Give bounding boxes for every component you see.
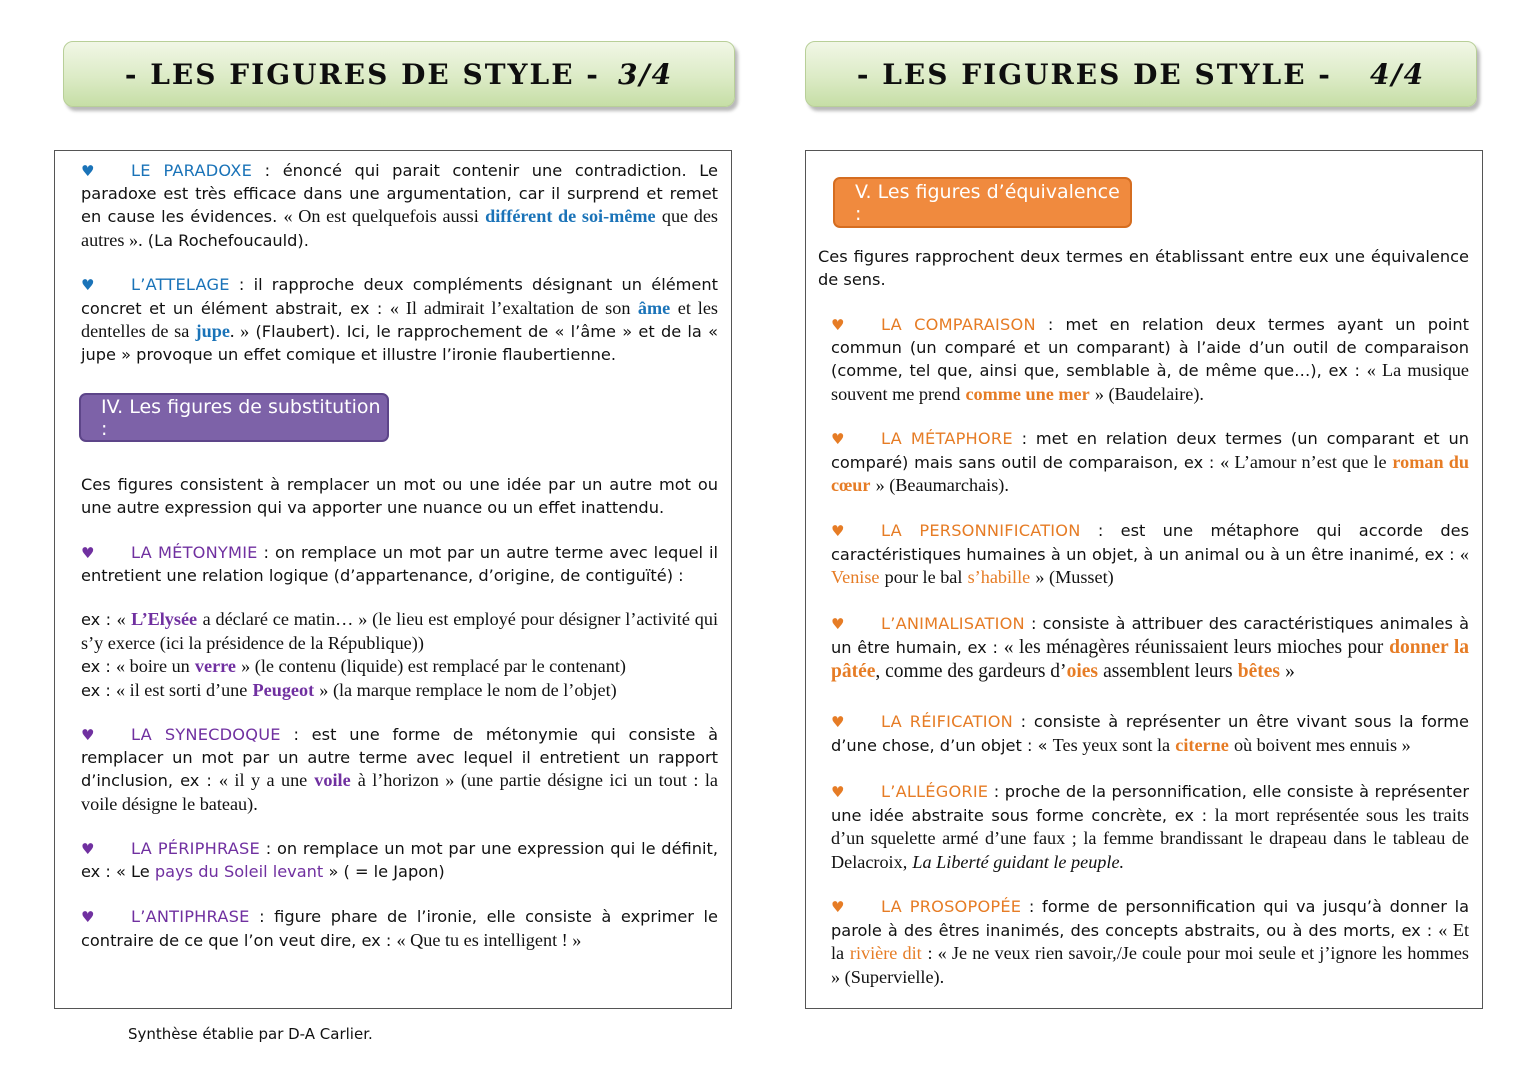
- quote: «: [1459, 543, 1469, 564]
- highlight: différent de soi-même: [485, 206, 656, 226]
- term-antiphrase: L’ANTIPHRASE: [131, 907, 250, 926]
- term-periphrase: LA PÉRIPHRASE: [131, 839, 260, 858]
- definition: : consiste à représenter un être vivant sous la forme d’une chose, d’un objet : «: [831, 712, 1469, 755]
- metaphore-entry: [831, 428, 1469, 498]
- metonymie-entry: [81, 542, 718, 587]
- footer-credit: Synthèse établie par D-A Carlier.: [128, 1025, 373, 1043]
- heart-icon: ♥: [831, 783, 845, 801]
- highlight: âme: [637, 297, 671, 318]
- quote: « il est sorti d’une: [116, 679, 248, 700]
- animalisation-entry: [831, 612, 1469, 684]
- source: (La Rochefoucauld).: [147, 230, 309, 250]
- commentary: (Flaubert). Ici, le rapprochement de « l’âme » et de la « jupe » provoque un effet comique et illustre l’ironie flaubertienne.: [81, 322, 718, 364]
- quote: « La musique souvent me prend: [831, 360, 1469, 404]
- quote: « boire un: [116, 656, 190, 676]
- heart-icon: ♥: [831, 316, 845, 334]
- banner-page-4: [805, 41, 1477, 107]
- heart-icon: ♥: [81, 908, 95, 926]
- quote: «: [116, 609, 126, 629]
- heart-icon: ♥: [81, 544, 95, 562]
- quote: que des autres ».: [81, 206, 718, 250]
- quote: « Il admirait l’exaltation de son: [389, 297, 631, 318]
- highlight: verre: [194, 656, 236, 676]
- heart-icon: ♥: [831, 898, 845, 916]
- section-substitution-heading: IV. Les figures de substitution :: [79, 393, 389, 442]
- highlight: jupe: [195, 321, 230, 341]
- term-paradoxe: LE PARADOXE: [131, 161, 253, 180]
- example-label: ex :: [81, 657, 111, 676]
- definition: : met en relation deux termes ayant un point commun (un comparé et un comparant) à l’aide d’un outil de comparaison (comme, tel que, ainsi que, semblable à, de même que…), ex :: [831, 315, 1469, 380]
- attelage-entry: [81, 274, 718, 366]
- term-personnification: LA PERSONNIFICATION: [881, 521, 1081, 540]
- antiphrase-entry: [81, 906, 718, 952]
- term-synecdoque: LA SYNECDOQUE: [131, 725, 281, 744]
- highlight: s’habille: [967, 567, 1031, 587]
- highlight: Peugeot: [252, 679, 315, 700]
- quote: « L’amour n’est que le: [1220, 451, 1387, 472]
- quote: a déclaré ce matin… » (le lieu est employé pour désigner l’activité qui s’y exerce (ici la présidence de la République)): [81, 609, 719, 653]
- highlight: comme une mer: [965, 383, 1090, 404]
- term-attelage: L’ATTELAGE: [131, 275, 230, 294]
- allegorie-entry: [831, 781, 1469, 874]
- term-metonymie: LA MÉTONYMIE: [131, 543, 258, 562]
- term-prosopopee: LA PROSOPOPÉE: [881, 897, 1022, 916]
- highlight: rivière dit: [849, 943, 922, 963]
- definition: : proche de la personnification, elle consiste à représenter une idée abstraite sous forme concrète, ex :: [831, 782, 1469, 825]
- quote: » (Musset): [1035, 567, 1114, 587]
- page-title: - LES FIGURES DE STYLE -: [856, 57, 1332, 91]
- example-label: ex :: [81, 680, 111, 700]
- quote: . »: [229, 321, 250, 341]
- quote: » (Beaumarchais).: [875, 475, 1009, 495]
- heart-icon: ♥: [81, 162, 95, 180]
- term-comparaison: LA COMPARAISON: [881, 315, 1036, 334]
- quote: assemblent leurs: [1103, 661, 1233, 682]
- definition: : il rapproche deux compléments désignant un élément concret et un élément abstrait, ex :: [81, 275, 718, 318]
- quote: et les dentelles de sa: [81, 297, 718, 341]
- quote: « Et la: [831, 919, 1469, 963]
- highlight: voile: [314, 770, 351, 790]
- highlight: L’Elysée: [131, 609, 198, 629]
- periphrase-entry: [81, 838, 718, 883]
- definition: : est une métaphore qui accorde des caractéristiques humaines à un objet, à un animal ou à un être inanimé, ex :: [831, 521, 1469, 564]
- personnification-entry: [831, 520, 1469, 590]
- term-metaphore: LA MÉTAPHORE: [881, 429, 1013, 448]
- heart-icon: ♥: [81, 726, 95, 744]
- definition: : on remplace un mot par un autre terme avec lequel il entretient une relation logique (d’appartenance, d’origine, de contiguïté) :: [81, 543, 718, 585]
- heart-icon: ♥: [81, 840, 95, 858]
- term-reification: LA RÉIFICATION: [881, 712, 1013, 731]
- prosopopee-entry: [831, 896, 1469, 989]
- definition: : est une forme de métonymie qui consiste à remplacer un mot par un autre terme avec lequel il entretient un rapport d’inclusion, ex :: [81, 725, 718, 790]
- quote: à l’horizon » (une partie désigne ici un tout : la voile désigne le bateau).: [81, 770, 718, 814]
- page-number: 4/4: [1369, 57, 1426, 91]
- page-number: 3/4: [617, 57, 674, 91]
- artwork-title: La Liberté guidant le peuple.: [912, 851, 1125, 872]
- definition: : consiste à attribuer des caractéristiques animales à un être humain, ex :: [831, 614, 1469, 657]
- definition: : énoncé qui parait contenir une contradiction. Le paradoxe est très efficace dans une argumentation, car il surprend et remet en cause les évidences.: [81, 161, 718, 226]
- substitution-intro: Ces figures consistent à remplacer un mot ou une idée par un autre mot ou une autre expression qui va apporter une nuance ou un effet inattendu.: [81, 475, 718, 517]
- quote: la mort représentée sous les traits d’un squelette armé d’une faux ; la femme brandissant le drapeau dans le tableau de Delacroix,: [831, 804, 1469, 872]
- quote: « il y a une: [218, 770, 308, 790]
- highlight: citerne: [1175, 734, 1229, 755]
- term-animalisation: L’ANIMALISATION: [881, 614, 1025, 633]
- definition: : figure phare de l’ironie, elle consiste à exprimer le contraire de ce que l’on veut dire, ex :: [81, 907, 718, 950]
- quote: où boivent mes ennuis »: [1233, 734, 1411, 755]
- highlight: bêtes: [1237, 661, 1280, 682]
- term-allegorie: L’ALLÉGORIE: [881, 782, 989, 801]
- section-equivalence-heading: V. Les figures d’équivalence :: [833, 177, 1132, 228]
- example-label: ex :: [81, 610, 112, 629]
- equivalence-intro: Ces figures rapprochent deux termes en établissant entre eux une équivalence de sens.: [818, 247, 1469, 289]
- heart-icon: ♥: [831, 713, 845, 731]
- synecdoque-entry: [81, 724, 718, 816]
- quote: pour le bal: [884, 567, 963, 587]
- quote: »: [1285, 661, 1295, 682]
- quote: » (Baudelaire).: [1094, 383, 1204, 404]
- reification-entry: [831, 711, 1469, 757]
- highlight: Venise: [831, 567, 880, 587]
- highlight: oies: [1066, 661, 1098, 682]
- heart-icon: ♥: [831, 522, 845, 540]
- quote: » (le contenu (liquide) est remplacé par le contenant): [241, 656, 626, 676]
- page-title: - LES FIGURES DE STYLE -: [124, 57, 600, 91]
- paradoxe-entry: [81, 160, 718, 252]
- banner-page-3: [63, 41, 735, 107]
- definition: : on remplace un mot par une expression qui le définit, ex : « Le: [81, 839, 718, 881]
- definition: : forme de personnification qui va jusqu’à donner la parole à des êtres inanimés, des concepts abstraits, ou à des morts, ex :: [831, 897, 1470, 940]
- quote: Tes yeux sont la: [1052, 734, 1171, 755]
- quote: » (la marque remplace le nom de l’objet): [319, 679, 617, 700]
- commentary: » ( = le Japon): [328, 861, 445, 881]
- highlight: donner la pâtée: [831, 637, 1470, 682]
- quote: « Que tu es intelligent ! »: [396, 929, 582, 950]
- quote: « les ménagères réunissaient leurs mioches pour: [1003, 637, 1384, 658]
- quote: « On est quelquefois aussi: [283, 206, 479, 226]
- heart-icon: ♥: [81, 276, 95, 294]
- heart-icon: ♥: [831, 615, 845, 633]
- comparaison-entry: [831, 314, 1469, 406]
- highlight: roman du cœur: [831, 451, 1469, 495]
- quote: , comme des gardeurs d’: [875, 661, 1067, 682]
- metonymie-examples: [81, 608, 718, 702]
- heart-icon: ♥: [831, 430, 845, 448]
- quote: : « Je ne veux rien savoir,/Je coule pour moi seule et j’ignore les hommes » (Supervielle).: [831, 943, 1469, 987]
- definition: : met en relation deux termes (un comparant et un comparé) mais sans outil de comparaison, ex :: [831, 429, 1470, 472]
- highlight: pays du Soleil levant: [154, 861, 324, 881]
